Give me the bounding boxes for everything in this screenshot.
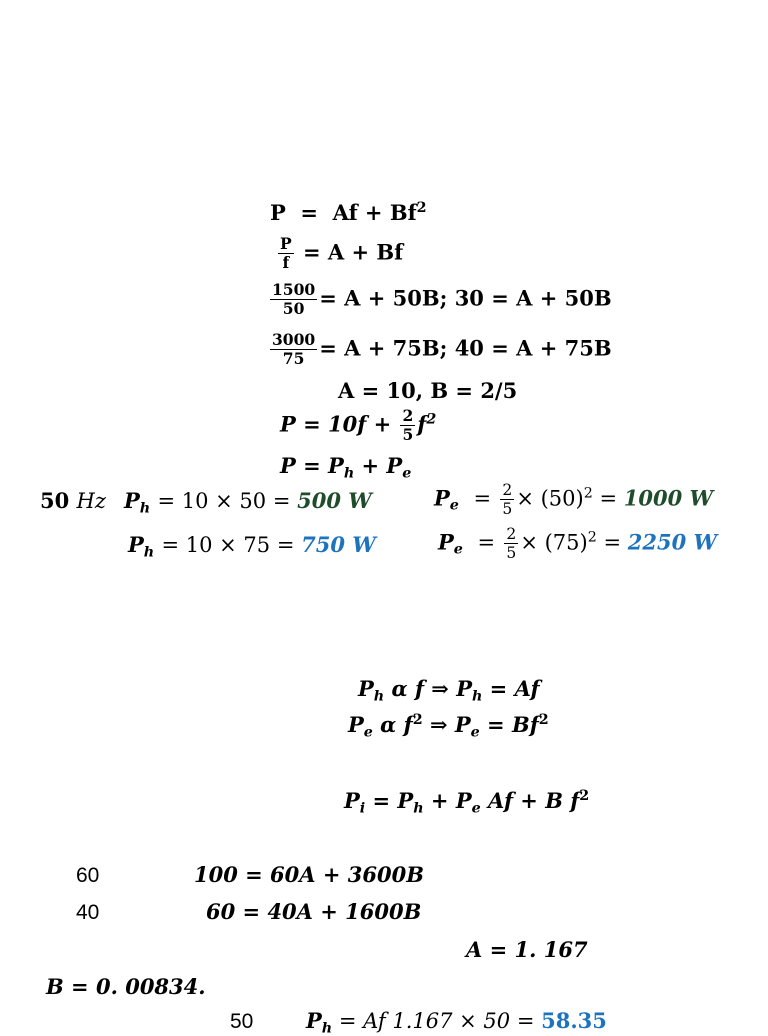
fraction-2-5-row50: $\frac{2}{5}$ (502, 481, 513, 519)
eddy-loss-50: $P_e$ = $\frac{2}{5}$ × $(50)^2 = 1000$ W (434, 481, 714, 519)
hysteresis-loss-50: $P_h = 10 \times 50 = 500$ W (124, 488, 372, 517)
eq-60hz: 100 = 60A + 3600B (194, 862, 424, 887)
eq-3000-over-75: $\frac{3000}{75}$ = A + 75B; 40 = A + 75B (272, 330, 612, 369)
last-value: 58.35 (541, 1008, 607, 1033)
fraction-p-over-f: $\frac{P}{f}$ (280, 234, 292, 273)
hysteresis-loss-75: $P_h = 10 \times 75 = 750$ W (128, 532, 376, 561)
eq-solution-a-b: A = 10, B = 2/5 (338, 378, 518, 403)
fraction-1500-50: $\frac{1500}{50}$ (272, 280, 316, 319)
eq-iron-loss: $P_i = P_h + P_e$ Af + B $f^2$ (344, 788, 590, 817)
eddy-value-75: 2250 W (627, 529, 718, 555)
eq-p-substituted: P = 10f + $\frac{2}{5}$ $f^2$ (280, 406, 437, 445)
hysteresis-value-50: 500 W (297, 488, 372, 513)
eq-power-model: $P = Af + Bf^2$ (270, 200, 427, 225)
eddy-value-50: 1000 W (623, 485, 714, 511)
eddy-loss-75: $P_e$ = $\frac{2}{5}$ × $(75)^2 = 2250$ W (438, 525, 718, 563)
eq-1500-over-50: $\frac{1500}{50}$ = A + 50B; 30 = A + 50B (272, 280, 612, 319)
fraction-3000-75: $\frac{3000}{75}$ (272, 330, 316, 369)
fraction-2-5-row75: $\frac{2}{5}$ (506, 525, 517, 563)
freq-50: 50 (230, 1010, 254, 1033)
eq-40hz: 60 = 40A + 1600B (206, 899, 422, 924)
eq-power-per-frequency: $\frac{P}{f}$ = A + Bf (280, 234, 404, 273)
hysteresis-value-75: 750 W (301, 532, 376, 557)
row-50hz: 50 Hz (40, 488, 106, 513)
freq-60: 60 (76, 864, 100, 887)
freq-40: 40 (76, 901, 100, 924)
eq-p-components: $P = P_h + P_e$ (280, 453, 412, 482)
eq-eddy-proportional: $P_e$ α $f^2$ ⇒ $P_e = Bf^2$ (348, 712, 549, 741)
fraction-2-5: $\frac{2}{5}$ (402, 406, 414, 445)
eq-last-hysteresis: $P_h = Af$ 1.167 × 50 = 58.35 (306, 1008, 607, 1036)
result-a: A = 1. 167 (466, 937, 588, 962)
result-b: B = 0. 00834. (46, 974, 206, 999)
eq-hysteresis-proportional: $P_h$ α f ⇒ $P_h = Af$ (358, 676, 540, 705)
